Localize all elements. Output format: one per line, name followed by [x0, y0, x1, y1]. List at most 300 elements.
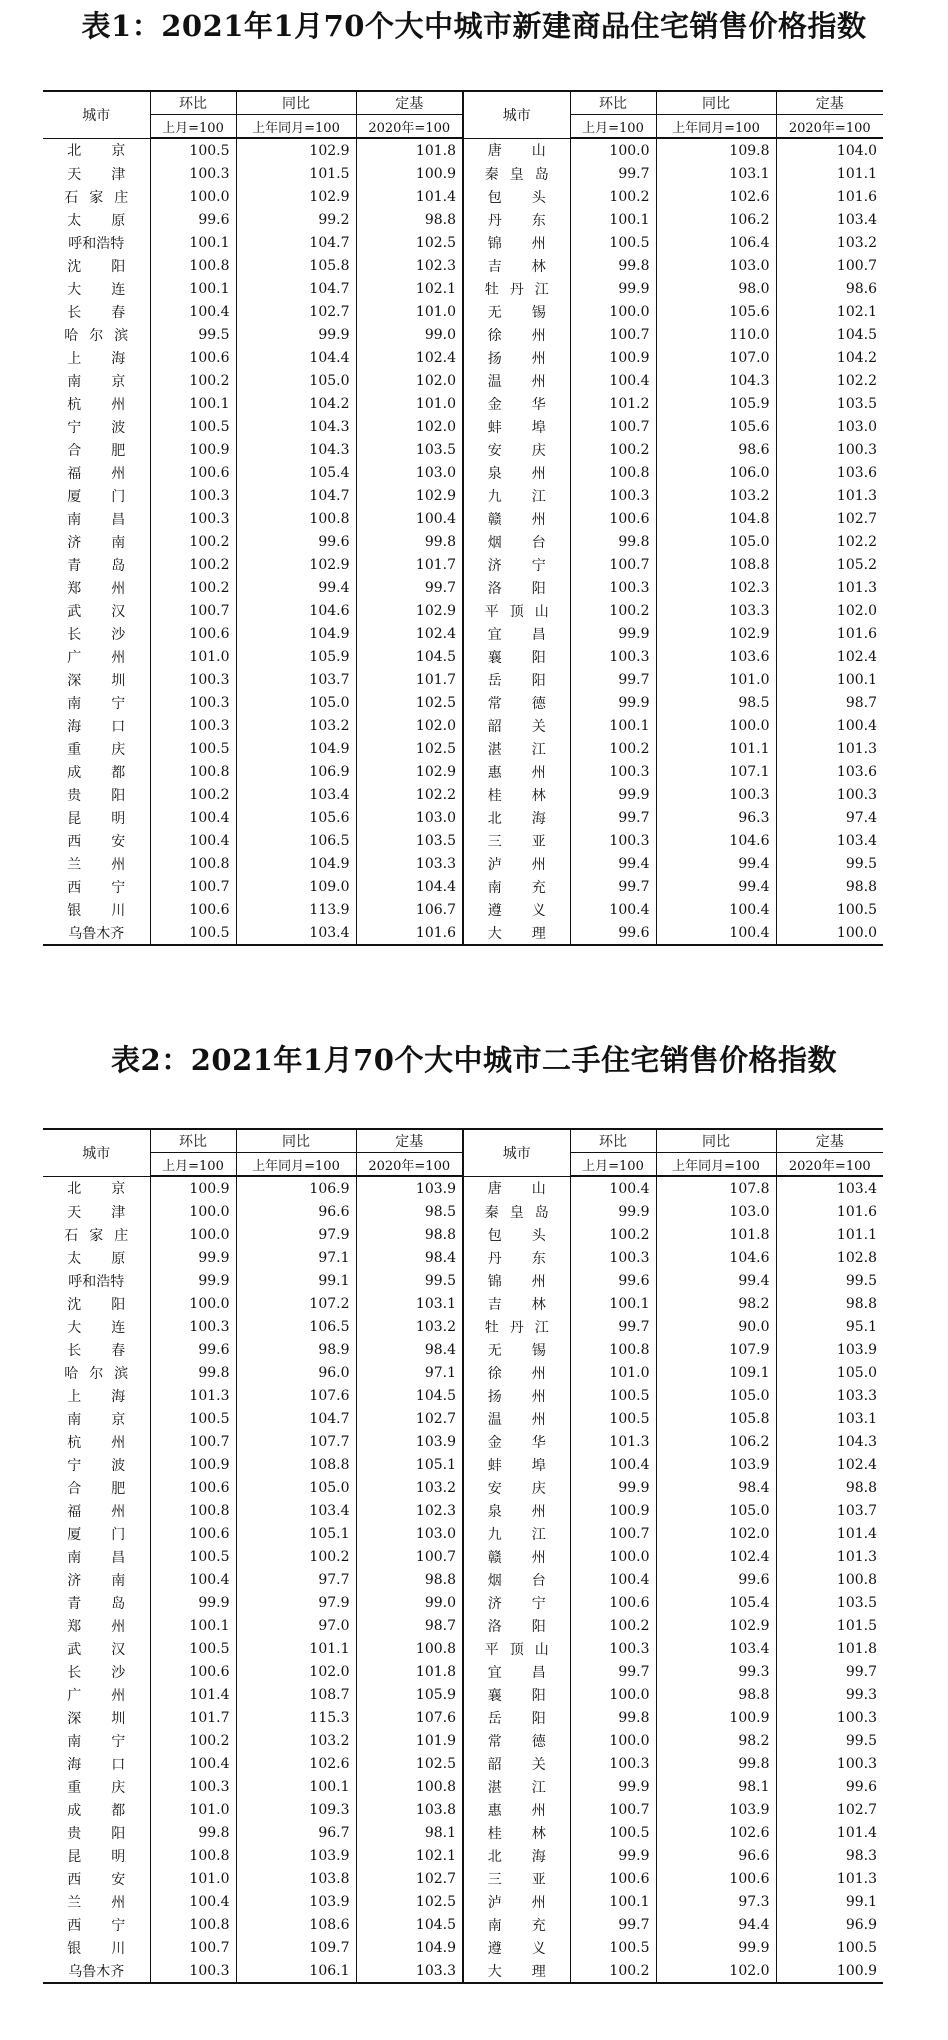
fixed-value: 98.8 — [356, 208, 463, 231]
city-cell — [463, 138, 570, 162]
mom-value: 99.8 — [150, 1821, 236, 1844]
city-name: 唐 山 — [487, 143, 546, 160]
fixed-value: 102.5 — [356, 1890, 463, 1913]
city-cell — [463, 231, 570, 254]
fixed-value: 103.4 — [776, 829, 883, 852]
yoy-value: 106.1 — [236, 1959, 356, 1983]
city-cell — [463, 714, 570, 737]
city-cell — [463, 323, 570, 346]
table-row — [43, 323, 883, 346]
fixed-value: 100.9 — [776, 1959, 883, 1983]
fixed-value: 101.8 — [356, 1660, 463, 1683]
city-name: 泉 州 — [487, 465, 546, 482]
city-name: 锦 州 — [487, 1273, 546, 1290]
table-row — [43, 1176, 883, 1200]
mom-value: 100.3 — [570, 1246, 656, 1269]
city-cell — [463, 1200, 570, 1223]
header-yoy: 同比 — [236, 1129, 356, 1153]
table-row — [43, 300, 883, 323]
fixed-value: 100.8 — [776, 1568, 883, 1591]
city-name: 上 海 — [67, 1388, 126, 1405]
city-cell — [463, 1821, 570, 1844]
yoy-value: 115.3 — [236, 1706, 356, 1729]
table-row — [43, 714, 883, 737]
mom-value: 99.8 — [570, 1706, 656, 1729]
city-cell — [463, 1890, 570, 1913]
yoy-value: 96.7 — [236, 1821, 356, 1844]
city-name: 北 海 — [487, 810, 546, 827]
city-cell — [463, 254, 570, 277]
table-row — [43, 576, 883, 599]
city-cell — [43, 162, 150, 185]
header-yoy-base: 上年同月=100 — [236, 115, 356, 139]
city-name: 常 德 — [487, 695, 546, 712]
header-fixed-base: 2020年=100 — [776, 115, 883, 139]
table-row — [43, 162, 883, 185]
mom-value: 100.2 — [570, 185, 656, 208]
yoy-value: 109.3 — [236, 1798, 356, 1821]
yoy-value: 98.5 — [656, 691, 776, 714]
city-cell — [43, 1775, 150, 1798]
fixed-value: 102.7 — [776, 507, 883, 530]
header-yoy: 同比 — [656, 1129, 776, 1153]
city-name: 济 宁 — [487, 557, 546, 574]
city-name: 无 锡 — [487, 1342, 546, 1359]
city-cell — [463, 1752, 570, 1775]
city-name: 九 江 — [487, 1526, 546, 1543]
yoy-value: 102.7 — [236, 300, 356, 323]
yoy-value: 103.6 — [656, 645, 776, 668]
city-cell — [463, 1407, 570, 1430]
table-row — [43, 1522, 883, 1545]
table-row — [43, 1821, 883, 1844]
city-name: 襄 阳 — [487, 649, 546, 666]
yoy-value: 105.0 — [236, 1476, 356, 1499]
table-row — [43, 1890, 883, 1913]
city-name: 南 京 — [67, 1411, 126, 1428]
table-row — [43, 208, 883, 231]
mom-value: 100.0 — [150, 1200, 236, 1223]
mom-value: 100.3 — [570, 576, 656, 599]
mom-value: 100.3 — [150, 1775, 236, 1798]
city-name: 上 海 — [67, 350, 126, 367]
city-name: 兰 州 — [67, 856, 126, 873]
table2-second-hand-housing-index — [43, 1128, 883, 1984]
city-cell — [43, 1821, 150, 1844]
fixed-value: 104.4 — [356, 875, 463, 898]
table-row — [43, 898, 883, 921]
city-cell — [43, 829, 150, 852]
city-cell — [43, 1315, 150, 1338]
header-mom: 环比 — [570, 91, 656, 115]
yoy-value: 103.4 — [236, 783, 356, 806]
fixed-value: 103.2 — [356, 1315, 463, 1338]
city-name: 呼和浩特 — [68, 1273, 125, 1290]
yoy-value: 90.0 — [656, 1315, 776, 1338]
city-name: 湛 江 — [487, 741, 546, 758]
fixed-value: 102.1 — [776, 300, 883, 323]
mom-value: 99.9 — [150, 1591, 236, 1614]
table-row — [43, 852, 883, 875]
yoy-value: 104.3 — [236, 438, 356, 461]
mom-value: 100.3 — [570, 645, 656, 668]
yoy-value: 100.3 — [656, 783, 776, 806]
fixed-value: 98.6 — [776, 277, 883, 300]
mom-value: 101.0 — [570, 1361, 656, 1384]
city-cell — [463, 622, 570, 645]
city-name: 昆 明 — [67, 1848, 126, 1865]
fixed-value: 107.6 — [356, 1706, 463, 1729]
table-row — [43, 1384, 883, 1407]
yoy-value: 102.9 — [656, 1614, 776, 1637]
yoy-value: 103.9 — [236, 1844, 356, 1867]
fixed-value: 100.9 — [356, 162, 463, 185]
city-name: 乌鲁木齐 — [68, 925, 125, 942]
yoy-value: 105.4 — [656, 1591, 776, 1614]
city-name: 太 原 — [67, 212, 126, 229]
city-cell — [463, 1867, 570, 1890]
fixed-value: 102.2 — [776, 530, 883, 553]
mom-value: 100.3 — [570, 1637, 656, 1660]
table-row — [43, 1269, 883, 1292]
city-cell — [463, 599, 570, 622]
city-cell — [43, 1959, 150, 1983]
yoy-value: 107.1 — [656, 760, 776, 783]
yoy-value: 109.7 — [236, 1936, 356, 1959]
fixed-value: 104.5 — [356, 1384, 463, 1407]
fixed-value: 104.3 — [776, 1430, 883, 1453]
city-cell — [43, 783, 150, 806]
mom-value: 99.7 — [570, 806, 656, 829]
city-name: 成 都 — [67, 1802, 126, 1819]
table-row — [43, 875, 883, 898]
mom-value: 100.5 — [570, 1936, 656, 1959]
mom-value: 100.6 — [570, 507, 656, 530]
fixed-value: 99.1 — [776, 1890, 883, 1913]
city-cell — [463, 576, 570, 599]
yoy-value: 105.0 — [236, 691, 356, 714]
mom-value: 100.1 — [570, 1890, 656, 1913]
city-cell — [463, 1292, 570, 1315]
city-name: 贵 阳 — [67, 787, 126, 804]
city-name: 唐 山 — [487, 1181, 546, 1198]
table-row — [43, 1798, 883, 1821]
yoy-value: 100.4 — [656, 898, 776, 921]
yoy-value: 100.4 — [656, 921, 776, 945]
header-yoy-base: 上年同月=100 — [656, 115, 776, 139]
city-name: 银 川 — [67, 1940, 126, 1957]
city-name: 平 顶 山 — [484, 1641, 549, 1658]
city-name: 哈 尔 滨 — [64, 1365, 129, 1382]
city-cell — [43, 1176, 150, 1200]
city-name: 南 宁 — [67, 695, 126, 712]
city-cell — [43, 1706, 150, 1729]
mom-value: 100.8 — [570, 1338, 656, 1361]
mom-value: 100.8 — [150, 760, 236, 783]
city-cell — [463, 507, 570, 530]
yoy-value: 101.1 — [236, 1637, 356, 1660]
header-city: 城市 — [43, 91, 150, 138]
city-cell — [463, 1913, 570, 1936]
table-row — [43, 254, 883, 277]
mom-value: 101.0 — [150, 645, 236, 668]
yoy-value: 104.3 — [236, 415, 356, 438]
city-cell — [43, 1384, 150, 1407]
header-city: 城市 — [463, 91, 570, 138]
mom-value: 101.3 — [150, 1384, 236, 1407]
yoy-value: 105.4 — [236, 461, 356, 484]
table-row — [43, 1315, 883, 1338]
fixed-value: 102.3 — [356, 1499, 463, 1522]
mom-value: 99.9 — [570, 783, 656, 806]
city-name: 大 连 — [67, 281, 126, 298]
table-row — [43, 438, 883, 461]
yoy-value: 104.3 — [656, 369, 776, 392]
yoy-value: 97.1 — [236, 1246, 356, 1269]
mom-value: 100.9 — [150, 1453, 236, 1476]
yoy-value: 104.6 — [236, 599, 356, 622]
fixed-value: 100.5 — [776, 1936, 883, 1959]
city-cell — [463, 875, 570, 898]
table-row — [43, 507, 883, 530]
mom-value: 100.2 — [150, 369, 236, 392]
city-name: 海 口 — [67, 1756, 126, 1773]
city-name: 泉 州 — [487, 1503, 546, 1520]
mom-value: 100.6 — [150, 1522, 236, 1545]
mom-value: 100.2 — [570, 1614, 656, 1637]
city-cell — [463, 760, 570, 783]
fixed-value: 98.8 — [776, 875, 883, 898]
yoy-value: 102.6 — [656, 185, 776, 208]
city-name: 徐 州 — [487, 1365, 546, 1382]
mom-value: 100.4 — [150, 1752, 236, 1775]
mom-value: 100.6 — [150, 461, 236, 484]
mom-value: 100.3 — [570, 829, 656, 852]
yoy-value: 101.0 — [656, 668, 776, 691]
fixed-value: 101.6 — [776, 622, 883, 645]
yoy-value: 107.6 — [236, 1384, 356, 1407]
city-name: 北 京 — [67, 1181, 126, 1198]
table-row — [43, 1223, 883, 1246]
city-name: 包 头 — [487, 189, 546, 206]
city-cell — [463, 1568, 570, 1591]
mom-value: 100.6 — [150, 622, 236, 645]
fixed-value: 96.9 — [776, 1913, 883, 1936]
city-name: 大 连 — [67, 1319, 126, 1336]
fixed-value: 100.4 — [356, 507, 463, 530]
fixed-value: 102.5 — [356, 1752, 463, 1775]
city-cell — [463, 783, 570, 806]
city-cell — [463, 346, 570, 369]
mom-value: 100.0 — [570, 1683, 656, 1706]
yoy-value: 99.9 — [236, 323, 356, 346]
mom-value: 100.8 — [150, 852, 236, 875]
city-cell — [463, 1269, 570, 1292]
city-cell — [43, 1614, 150, 1637]
city-cell — [463, 829, 570, 852]
mom-value: 99.9 — [570, 1200, 656, 1223]
fixed-value: 99.7 — [776, 1660, 883, 1683]
yoy-value: 106.2 — [656, 1430, 776, 1453]
yoy-value: 102.9 — [236, 553, 356, 576]
yoy-value: 96.6 — [236, 1200, 356, 1223]
yoy-value: 106.4 — [656, 231, 776, 254]
yoy-value: 103.2 — [236, 714, 356, 737]
city-cell — [463, 1637, 570, 1660]
city-name: 牡 丹 江 — [484, 1319, 549, 1336]
city-cell — [43, 1200, 150, 1223]
city-cell — [43, 806, 150, 829]
city-cell — [463, 415, 570, 438]
fixed-value: 98.4 — [356, 1246, 463, 1269]
city-name: 惠 州 — [487, 764, 546, 781]
city-cell — [43, 300, 150, 323]
fixed-value: 103.2 — [356, 1476, 463, 1499]
city-name: 安 庆 — [487, 442, 546, 459]
mom-value: 100.4 — [570, 898, 656, 921]
yoy-value: 99.6 — [656, 1568, 776, 1591]
mom-value: 100.3 — [150, 1959, 236, 1983]
city-name: 广 州 — [67, 649, 126, 666]
city-name: 深 圳 — [67, 672, 126, 689]
table-row — [43, 1407, 883, 1430]
mom-value: 100.6 — [150, 346, 236, 369]
city-cell — [43, 392, 150, 415]
mom-value: 101.7 — [150, 1706, 236, 1729]
mom-value: 100.9 — [570, 346, 656, 369]
city-cell — [43, 1522, 150, 1545]
yoy-value: 108.8 — [236, 1453, 356, 1476]
table2-body — [43, 1176, 883, 1983]
city-name: 蚌 埠 — [487, 1457, 546, 1474]
mom-value: 100.0 — [150, 1223, 236, 1246]
fixed-value: 98.7 — [776, 691, 883, 714]
table-row — [43, 484, 883, 507]
fixed-value: 102.7 — [776, 1798, 883, 1821]
mom-value: 100.5 — [150, 1637, 236, 1660]
city-name: 重 庆 — [67, 741, 126, 758]
city-name: 呼和浩特 — [68, 235, 125, 252]
yoy-value: 101.1 — [656, 737, 776, 760]
yoy-value: 103.9 — [656, 1453, 776, 1476]
yoy-value: 107.7 — [236, 1430, 356, 1453]
table-row — [43, 1453, 883, 1476]
table-row — [43, 1775, 883, 1798]
fixed-value: 102.2 — [776, 369, 883, 392]
fixed-value: 98.1 — [356, 1821, 463, 1844]
city-name: 长 沙 — [67, 626, 126, 643]
fixed-value: 99.5 — [356, 1269, 463, 1292]
city-name: 湛 江 — [487, 1779, 546, 1796]
yoy-value: 99.4 — [656, 875, 776, 898]
mom-value: 100.8 — [150, 254, 236, 277]
table-row — [43, 1545, 883, 1568]
city-cell — [43, 760, 150, 783]
yoy-value: 104.6 — [656, 1246, 776, 1269]
city-cell — [463, 1476, 570, 1499]
fixed-value: 100.3 — [776, 1752, 883, 1775]
city-cell — [43, 1913, 150, 1936]
mom-value: 100.0 — [570, 1545, 656, 1568]
fixed-value: 100.7 — [356, 1545, 463, 1568]
fixed-value: 103.0 — [356, 1522, 463, 1545]
yoy-value: 103.2 — [656, 484, 776, 507]
fixed-value: 103.5 — [356, 438, 463, 461]
mom-value: 100.1 — [570, 714, 656, 737]
table-row — [43, 530, 883, 553]
yoy-value: 105.6 — [236, 806, 356, 829]
yoy-value: 108.7 — [236, 1683, 356, 1706]
fixed-value: 100.3 — [776, 1706, 883, 1729]
fixed-value: 101.0 — [356, 300, 463, 323]
yoy-value: 105.0 — [236, 369, 356, 392]
city-name: 安 庆 — [487, 1480, 546, 1497]
fixed-value: 102.1 — [356, 277, 463, 300]
mom-value: 99.7 — [570, 875, 656, 898]
yoy-value: 107.8 — [656, 1176, 776, 1200]
table-row — [43, 138, 883, 162]
city-cell — [463, 1729, 570, 1752]
city-name: 温 州 — [487, 373, 546, 390]
header-city: 城市 — [463, 1129, 570, 1176]
header-fixed: 定基 — [776, 91, 883, 115]
city-name: 扬 州 — [487, 350, 546, 367]
mom-value: 100.3 — [150, 507, 236, 530]
table-row — [43, 185, 883, 208]
city-name: 常 德 — [487, 1733, 546, 1750]
fixed-value: 101.1 — [776, 1223, 883, 1246]
mom-value: 100.4 — [150, 1568, 236, 1591]
yoy-value: 102.6 — [236, 1752, 356, 1775]
mom-value: 100.4 — [570, 1176, 656, 1200]
yoy-value: 102.6 — [656, 1821, 776, 1844]
mom-value: 100.2 — [150, 783, 236, 806]
fixed-value: 98.8 — [776, 1476, 883, 1499]
mom-value: 100.7 — [150, 599, 236, 622]
yoy-value: 103.9 — [656, 1798, 776, 1821]
yoy-value: 100.9 — [656, 1706, 776, 1729]
fixed-value: 103.5 — [776, 392, 883, 415]
city-name: 大 理 — [487, 1963, 546, 1980]
fixed-value: 101.6 — [776, 185, 883, 208]
city-cell — [43, 185, 150, 208]
city-cell — [463, 300, 570, 323]
mom-value: 100.0 — [570, 138, 656, 162]
city-cell — [43, 898, 150, 921]
city-cell — [463, 852, 570, 875]
header-fixed-base: 2020年=100 — [356, 115, 463, 139]
fixed-value: 103.5 — [776, 1591, 883, 1614]
fixed-value: 95.1 — [776, 1315, 883, 1338]
mom-value: 99.9 — [150, 1246, 236, 1269]
city-cell — [43, 1637, 150, 1660]
yoy-value: 108.6 — [236, 1913, 356, 1936]
yoy-value: 103.8 — [236, 1867, 356, 1890]
header-mom: 环比 — [570, 1129, 656, 1153]
city-name: 宜 昌 — [487, 626, 546, 643]
city-cell — [43, 553, 150, 576]
mom-value: 101.0 — [150, 1798, 236, 1821]
city-name: 青 岛 — [67, 1595, 126, 1612]
city-cell — [43, 1798, 150, 1821]
mom-value: 99.7 — [570, 668, 656, 691]
table1-new-housing-index — [43, 90, 883, 946]
fixed-value: 97.4 — [776, 806, 883, 829]
fixed-value: 103.0 — [776, 415, 883, 438]
city-cell — [43, 231, 150, 254]
header-fixed: 定基 — [356, 91, 463, 115]
fixed-value: 100.5 — [776, 898, 883, 921]
